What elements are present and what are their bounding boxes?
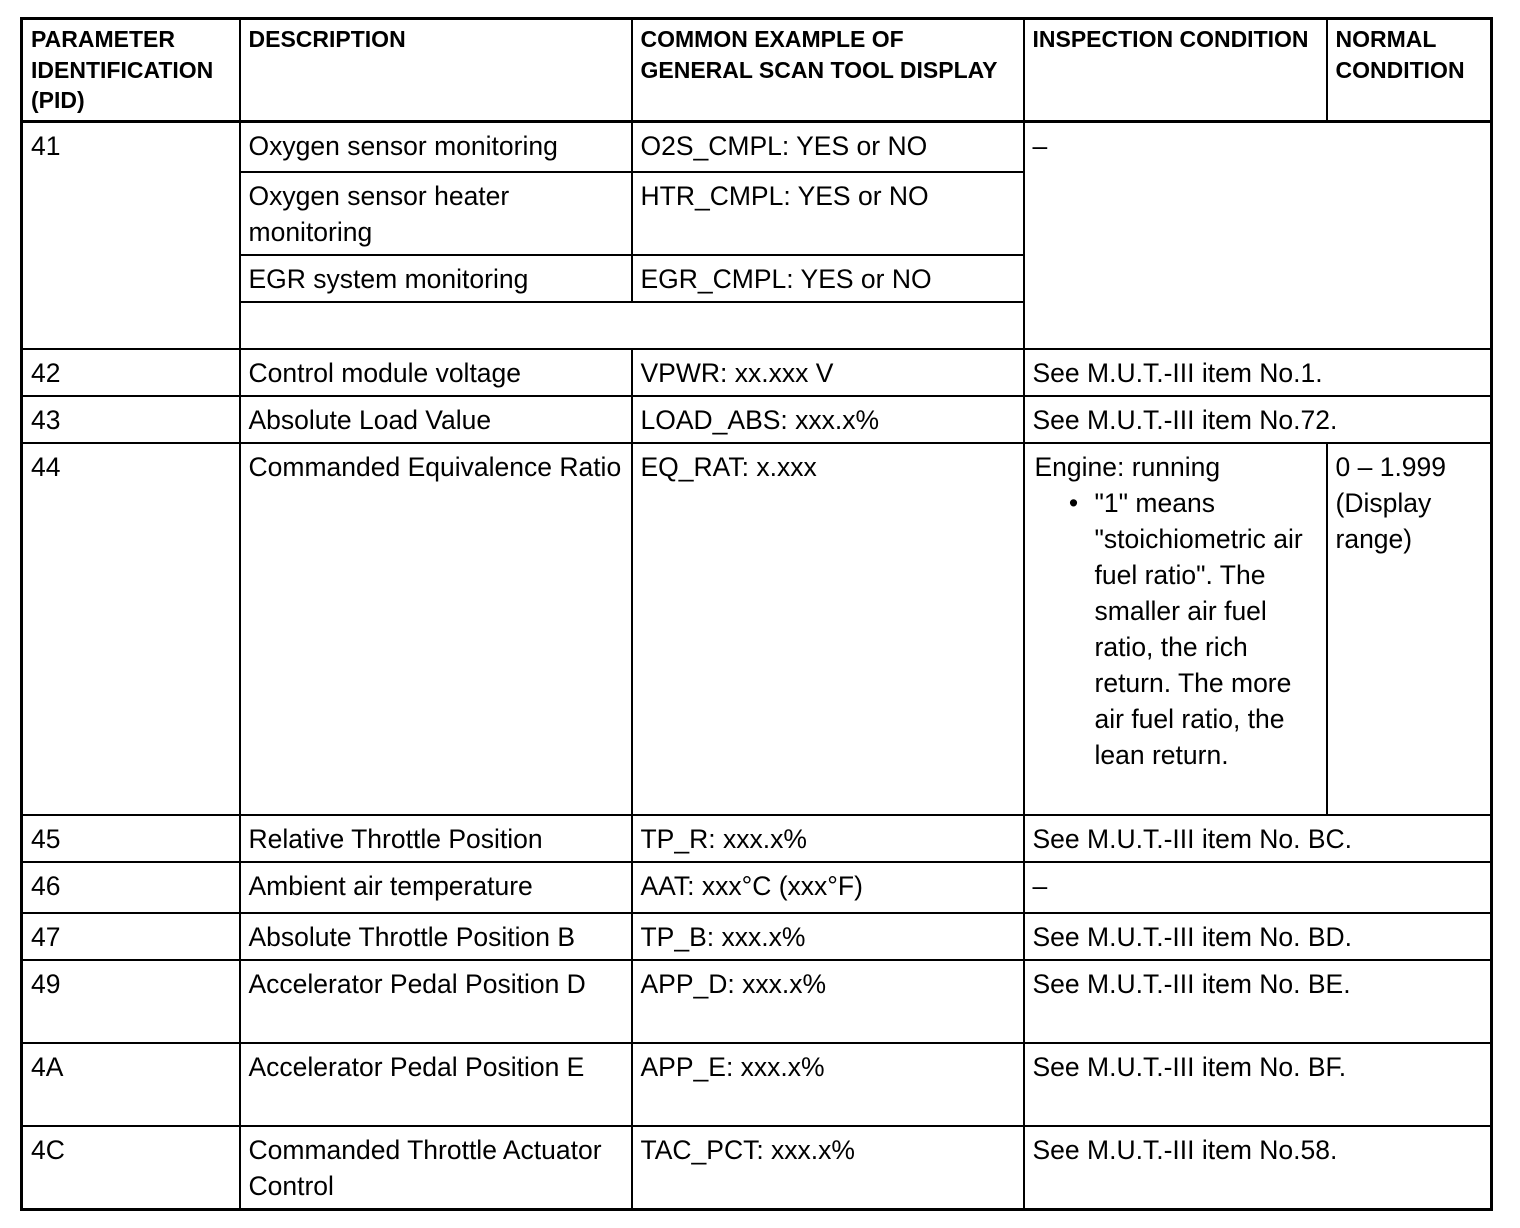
inspection-cell: – [1024, 862, 1492, 913]
inspection-cell: See M.U.T.-III item No.58. [1024, 1126, 1492, 1210]
header-pid: PARAMETER IDENTIFICATION (PID) [22, 19, 240, 122]
header-description: DESCRIPTION [240, 19, 632, 122]
display-cell: EGR_CMPL: YES or NO [632, 255, 1024, 302]
normal-cell: 0 – 1.999 (Display range) [1327, 443, 1492, 815]
description-cell: Oxygen sensor monitoring [240, 121, 632, 172]
bullet-text: "1" means "stoichiometric air fuel ratio". The smaller air fuel ratio, the rich return. The more air fuel ratio, the lean return. [1094, 488, 1303, 770]
header-scan-display: COMMON EXAMPLE OF GENERAL SCAN TOOL DISPLAY [632, 19, 1024, 122]
bullet-icon: • [1068, 488, 1079, 518]
inspection-cell [1024, 443, 1327, 815]
display-cell: APP_E: xxx.x% [632, 1043, 1024, 1126]
pid-cell: 45 [22, 815, 240, 862]
table-row [22, 862, 1492, 913]
inspection-cell: See M.U.T.-III item No. BC. [1024, 815, 1492, 862]
pid-cell: 42 [22, 349, 240, 396]
pid-cell: 49 [22, 960, 240, 1043]
table-row [22, 443, 1492, 815]
inspection-cell: See M.U.T.-III item No.1. [1024, 349, 1492, 396]
display-cell: TP_B: xxx.x% [632, 913, 1024, 960]
inspection-title: Engine: running [1034, 452, 1221, 482]
header-row [22, 19, 1492, 122]
description-cell: Accelerator Pedal Position E [240, 1043, 632, 1126]
description-cell: Accelerator Pedal Position D [240, 960, 632, 1043]
display-cell: HTR_CMPL: YES or NO [632, 172, 1024, 255]
pid-cell: 4A [22, 1043, 240, 1126]
description-cell: Relative Throttle Position [240, 815, 632, 862]
inspection-cell: See M.U.T.-III item No. BE. [1024, 960, 1492, 1043]
description-cell: Control module voltage [240, 349, 632, 396]
pid-cell: 4C [22, 1126, 240, 1210]
description-cell: Ambient air temperature [240, 862, 632, 913]
pid-cell: 47 [22, 913, 240, 960]
description-cell: Oxygen sensor heater monitoring [240, 172, 632, 255]
display-cell: TP_R: xxx.x% [632, 815, 1024, 862]
empty-cell [240, 302, 1024, 349]
table-row [22, 396, 1492, 443]
table-row [22, 1043, 1492, 1126]
pid-cell: 43 [22, 396, 240, 443]
table-row [22, 913, 1492, 960]
inspection-bullet [1053, 485, 1318, 773]
table-row [22, 815, 1492, 862]
display-cell: APP_D: xxx.x% [632, 960, 1024, 1043]
pid-table [20, 17, 1493, 1211]
pid-cell: 44 [22, 443, 240, 815]
inspection-cell: See M.U.T.-III item No. BD. [1024, 913, 1492, 960]
header-inspection: INSPECTION CONDITION [1024, 19, 1327, 122]
description-cell: Absolute Throttle Position B [240, 913, 632, 960]
display-cell: O2S_CMPL: YES or NO [632, 121, 1024, 172]
description-cell: EGR system monitoring [240, 255, 632, 302]
display-cell: LOAD_ABS: xxx.x% [632, 396, 1024, 443]
table-row [22, 349, 1492, 396]
header-normal: NORMAL CONDITION [1327, 19, 1492, 122]
inspection-cell: See M.U.T.-III item No. BF. [1024, 1043, 1492, 1126]
display-cell: EQ_RAT: x.xxx [632, 443, 1024, 815]
description-cell: Absolute Load Value [240, 396, 632, 443]
display-cell: TAC_PCT: xxx.x% [632, 1126, 1024, 1210]
pid-cell: 41 [22, 121, 240, 349]
inspection-cell: – [1024, 121, 1492, 349]
table-row [22, 960, 1492, 1043]
description-cell: Commanded Equivalence Ratio [240, 443, 632, 815]
pid-cell: 46 [22, 862, 240, 913]
pid-table-container [20, 17, 1493, 1211]
table-row [22, 1126, 1492, 1210]
display-cell: VPWR: xx.xxx V [632, 349, 1024, 396]
table-row [22, 121, 1492, 172]
inspection-cell: See M.U.T.-III item No.72. [1024, 396, 1492, 443]
display-cell: AAT: xxx°C (xxx°F) [632, 862, 1024, 913]
description-cell: Commanded Throttle Actuator Control [240, 1126, 632, 1210]
